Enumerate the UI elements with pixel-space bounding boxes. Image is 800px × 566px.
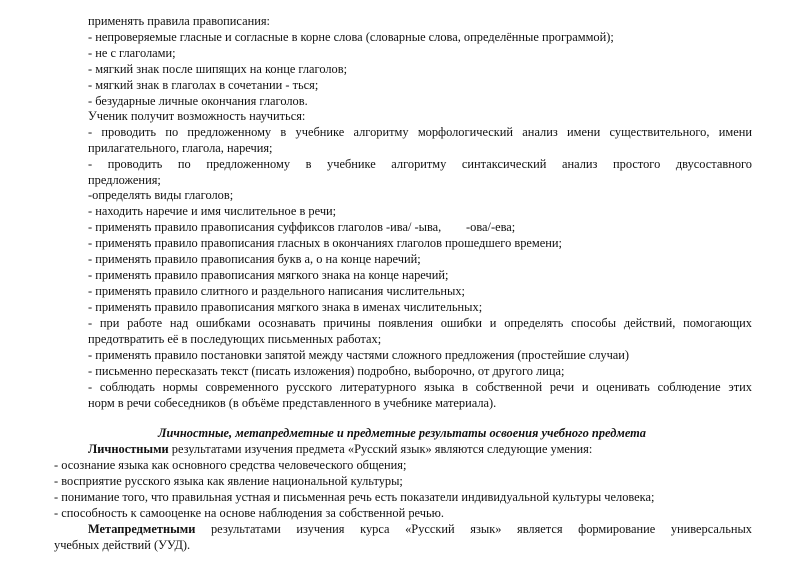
text-line: применять правила правописания: <box>88 14 270 28</box>
list-item: - восприятие русского языка как явление национальной культуры; <box>54 474 403 488</box>
list-item: - мягкий знак в глаголах в сочетании - ться; <box>88 78 319 92</box>
list-item: - не с глаголами; <box>88 46 176 60</box>
list-item: - непроверяемые гласные и согласные в корне слова (словарные слова, определённые программой); <box>88 30 614 44</box>
list-item: - соблюдать нормы современного русского литературного языка в собственной речи и оценивать соблюдение этих <box>88 380 752 394</box>
meta-text: результатами изучения курса «Русский язык» является формирование универсальных <box>195 522 752 536</box>
list-item: - безударные личные окончания глаголов. <box>88 94 308 108</box>
list-item: - применять правило правописания мягкого знака в именах числительных; <box>88 300 483 314</box>
list-item-continuation: норм в речи собеседников (в объёме представленного в учебнике материала). <box>88 396 497 410</box>
list-item: - находить наречие и имя числительное в речи; <box>88 204 337 218</box>
list-item-continuation: предложения; <box>88 173 161 187</box>
list-item: - проводить по предложенному в учебнике алгоритму синтаксический анализ простого двусоставного <box>88 157 752 171</box>
list-item: - применять правило слитного и раздельного написания числительных; <box>88 284 465 298</box>
list-item: -определять виды глаголов; <box>88 188 234 202</box>
list-item: - проводить по предложенному в учебнике алгоритму морфологический анализ имени существительного, имени <box>88 125 752 139</box>
meta-results-intro <box>88 521 752 537</box>
meta-label: Метапредметными <box>88 522 196 536</box>
subheading: Ученик получит возможность научиться: <box>88 109 306 123</box>
section-heading: Личностные, метапредметные и предметные результаты освоения учебного предмета <box>157 426 647 440</box>
personal-results-intro <box>88 441 592 457</box>
personal-text: результатами изучения предмета «Русский язык» являются следующие умения: <box>168 442 593 456</box>
list-item: - применять правило правописания мягкого знака на конце наречий; <box>88 268 449 282</box>
list-item: - применять правило правописания гласных в окончаниях глаголов прошедшего времени; <box>88 236 562 250</box>
list-item: - понимание того, что правильная устная и письменная речь есть показатели индивидуальной культуры человека; <box>54 490 655 504</box>
list-item-continuation: предотвратить её в последующих письменных работах; <box>88 332 382 346</box>
list-item: - применять правило правописания букв а, о на конце наречий; <box>88 252 421 266</box>
list-item: - осознание языка как основного средства человеческого общения; <box>54 458 407 472</box>
list-item: - применять правило постановки запятой между частями сложного предложения (простейшие случаи) <box>88 348 630 362</box>
list-item: - мягкий знак после шипящих на конце глаголов; <box>88 62 348 76</box>
personal-label: Личностными <box>88 442 169 456</box>
list-item: - письменно пересказать текст (писать изложения) подробно, выборочно, от другого лица; <box>88 364 565 378</box>
list-item: - способность к самооценке на основе наблюдения за собственной речью. <box>54 506 444 520</box>
list-item-continuation: прилагательного, глагола, наречия; <box>88 141 273 155</box>
meta-results-continuation: учебных действий (УУД). <box>54 538 191 552</box>
list-item: - применять правило правописания суффиксов глаголов -ива/ -ыва, -ова/-ева; <box>88 220 516 234</box>
list-item: - при работе над ошибками осознавать причины появления ошибки и определять способы действий, помогающих <box>88 316 752 330</box>
